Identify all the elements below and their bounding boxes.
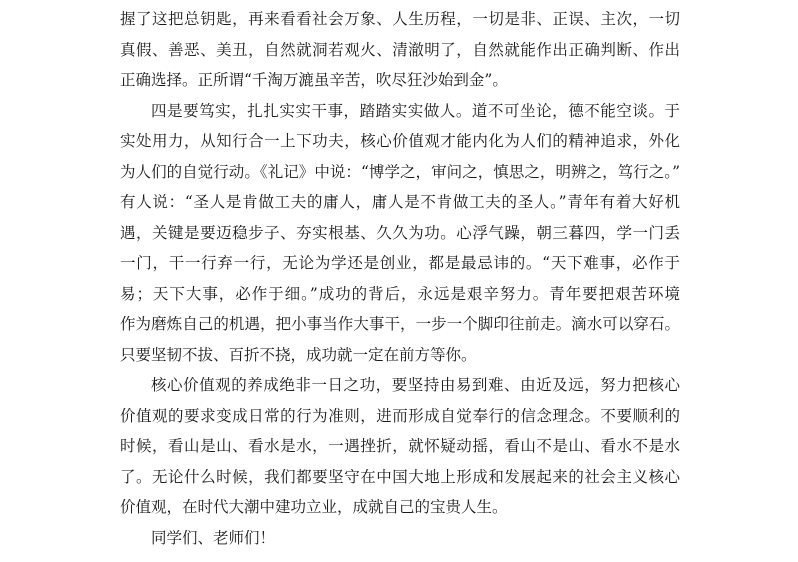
text-line: 正确选择。正所谓“千淘万漉虽辛苦，吹尽狂沙始到金”。 <box>120 71 508 89</box>
paragraph-first-line: 核心价值观的养成绝非一日之功，要坚持由易到难、由近及远，努力把核心 <box>151 376 680 394</box>
text-line: 遇，关键是要迈稳步子、夯实根基、久久为功。心浮气躁，朝三暮四，学一门丢 <box>120 223 680 242</box>
text-line: 一门，干一行弃一行，无论为学还是创业，都是最忌讳的。“天下难事，必作于 <box>120 254 680 272</box>
text-line: 实处用力，从知行合一上下功夫，核心价值观才能内化为人们的精神追求，外化 <box>120 132 680 150</box>
text-line: 为人们的自觉行动。《礼记》中说：“博学之，审问之，慎思之，明辨之，笃行之。” <box>120 162 680 181</box>
text-line: 握了这把总钥匙，再来看看社会万象、人生历程，一切是非、正误、主次，一切 <box>120 10 680 28</box>
text-line: 时候，看山是山、看水是水，一遇挫折，就怀疑动摇，看山不是山、看水不是水 <box>120 437 680 455</box>
text-line: 有人说：“圣人是肯做工夫的庸人，庸人是不肯做工夫的圣人。”青年有着大好机 <box>120 193 680 211</box>
text-line: 价值观的要求变成日常的行为准则，进而形成自觉奉行的信念理念。不要顺利的 <box>120 406 680 425</box>
text-line: 易；天下大事，必作于细。”成功的背后，永远是艰辛努力。青年要把艰苦环境 <box>120 284 680 303</box>
text-line: 真假、善恶、美丑，自然就洞若观火、清澈明了，自然就能作出正确判断、作出 <box>120 40 680 59</box>
text-line: 价值观，在时代大潮中建功立业，成就自己的宝贵人生。 <box>120 498 508 516</box>
body-text <box>120 0 680 553</box>
text-line: 了。无论什么时候，我们都要坚守在中国大地上形成和发展起来的社会主义核心 <box>120 467 680 486</box>
text-line: 只要坚韧不拔、百折不挠，成功就一定在前方等你。 <box>120 345 477 364</box>
text-line: 作为磨炼自己的机遇，把小事当作大事干，一步一个脚印往前走。滴水可以穿石。 <box>120 315 680 333</box>
paragraph-first-line: 四是要笃实，扎扎实实干事，踏踏实实做人。道不可坐论，德不能空谈。于 <box>151 101 680 120</box>
salutation-line: 同学们、老师们！ <box>151 528 276 547</box>
